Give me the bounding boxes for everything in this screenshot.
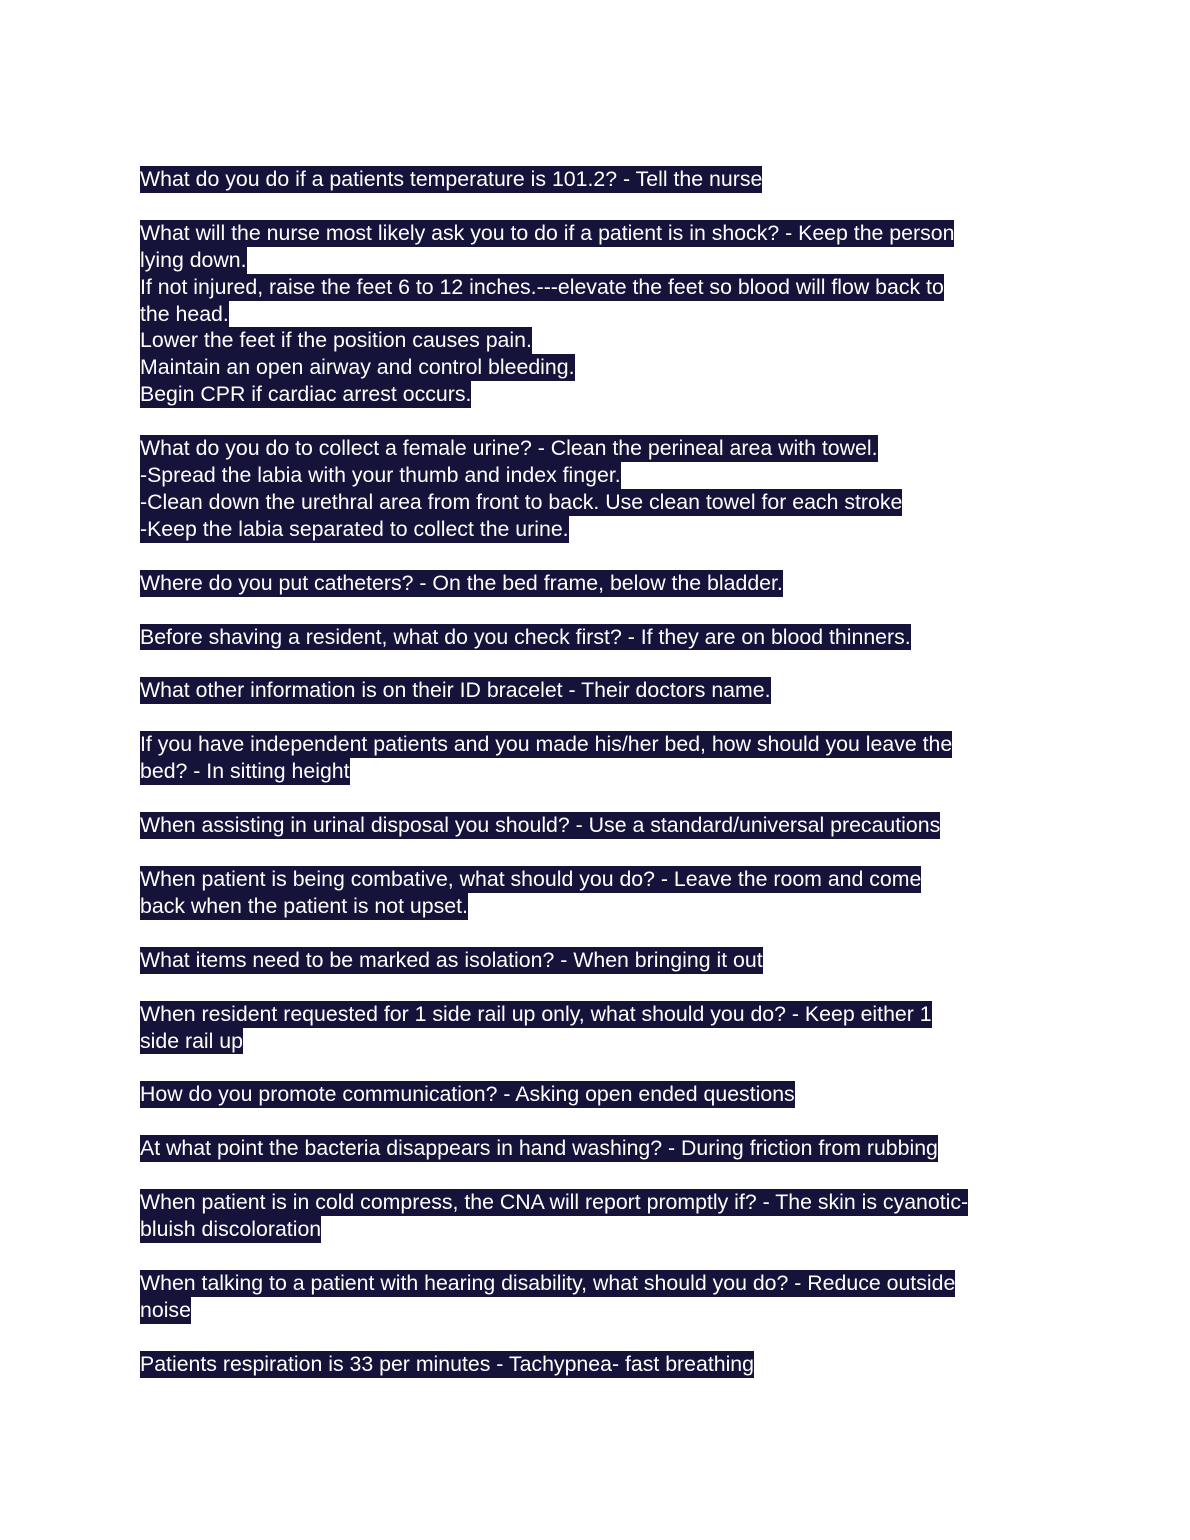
text-line — [140, 758, 1055, 785]
qa-entry — [140, 947, 1055, 974]
text-line — [140, 435, 1055, 462]
text-line — [140, 1270, 1055, 1297]
text-line — [140, 570, 1055, 597]
text-line — [140, 947, 1055, 974]
highlighted-text: Begin CPR if cardiac arrest occurs. — [140, 382, 472, 407]
text-line — [140, 1297, 1055, 1324]
highlighted-text: -Clean down the urethral area from front to back. Use clean towel for each stroke — [140, 489, 903, 514]
highlighted-text: side rail up — [140, 1028, 243, 1053]
highlighted-text: Before shaving a resident, what do you check first? - If they are on blood thinners. — [140, 624, 911, 649]
text-line — [140, 247, 1055, 274]
text-line — [140, 731, 1055, 758]
qa-entry — [140, 1001, 1055, 1055]
text-line — [140, 489, 1055, 516]
highlighted-text: lying down. — [140, 247, 247, 272]
qa-entry — [140, 1081, 1055, 1108]
highlighted-text: the head. — [140, 301, 229, 326]
highlighted-text: At what point the bacteria disappears in hand washing? - During friction from rubbing — [140, 1136, 938, 1161]
highlighted-text: When talking to a patient with hearing disability, what should you do? - Reduce outside — [140, 1271, 956, 1296]
text-line — [140, 1351, 1055, 1378]
text-line — [140, 516, 1055, 543]
qa-entry — [140, 166, 1055, 193]
text-line — [140, 1135, 1055, 1162]
qa-entry — [140, 1189, 1055, 1243]
text-line — [140, 301, 1055, 328]
highlighted-text: What items need to be marked as isolation? - When bringing it out — [140, 947, 763, 972]
highlighted-text: If you have independent patients and you made his/her bed, how should you leave the — [140, 732, 953, 757]
highlighted-text: When assisting in urinal disposal you should? - Use a standard/universal precautions — [140, 813, 941, 838]
highlighted-text: back when the patient is not upset. — [140, 893, 468, 918]
qa-entry — [140, 435, 1055, 543]
text-line — [140, 812, 1055, 839]
highlighted-text: How do you promote communication? - Asking open ended questions — [140, 1082, 795, 1107]
document-body — [140, 166, 1055, 1405]
highlighted-text: -Keep the labia separated to collect the urine. — [140, 516, 569, 541]
qa-entry — [140, 624, 1055, 651]
highlighted-text: -Spread the labia with your thumb and index finger. — [140, 463, 621, 488]
text-line — [140, 893, 1055, 920]
text-line — [140, 1081, 1055, 1108]
highlighted-text: What will the nurse most likely ask you to do if a patient is in shock? - Keep the person — [140, 220, 955, 245]
highlighted-text: When patient is being combative, what should you do? - Leave the room and come — [140, 867, 922, 892]
text-line — [140, 462, 1055, 489]
text-line — [140, 624, 1055, 651]
highlighted-text: Lower the feet if the position causes pain. — [140, 328, 532, 353]
qa-entry — [140, 812, 1055, 839]
text-line — [140, 354, 1055, 381]
highlighted-text: What do you do if a patients temperature is 101.2? - Tell the nurse — [140, 167, 763, 191]
text-line — [140, 381, 1055, 408]
qa-entry — [140, 677, 1055, 704]
text-line — [140, 677, 1055, 704]
highlighted-text: What do you do to collect a female urine? - Clean the perineal area with towel. — [140, 436, 878, 461]
highlighted-text: What other information is on their ID bracelet - Their doctors name. — [140, 678, 771, 703]
highlighted-text: bed? - In sitting height — [140, 759, 350, 784]
qa-entry — [140, 731, 1055, 785]
text-line — [140, 1189, 1055, 1216]
text-line — [140, 1216, 1055, 1243]
highlighted-text: If not injured, raise the feet 6 to 12 inches.---elevate the feet so blood will flow back to — [140, 274, 944, 299]
highlighted-text: bluish discoloration — [140, 1217, 322, 1242]
text-line — [140, 274, 1055, 301]
qa-entry — [140, 1270, 1055, 1324]
text-line — [140, 166, 1055, 193]
highlighted-text: When patient is in cold compress, the CNA will report promptly if? - The skin is cyanotic- — [140, 1190, 969, 1215]
text-line — [140, 1028, 1055, 1055]
text-line — [140, 866, 1055, 893]
highlighted-text: noise — [140, 1297, 191, 1322]
qa-entry — [140, 1351, 1055, 1378]
highlighted-text: Maintain an open airway and control bleeding. — [140, 355, 575, 380]
qa-entry — [140, 570, 1055, 597]
highlighted-text: Where do you put catheters? - On the bed frame, below the bladder. — [140, 570, 783, 595]
text-line — [140, 220, 1055, 247]
qa-entry — [140, 866, 1055, 920]
highlighted-text: Patients respiration is 33 per minutes - Tachypnea- fast breathing — [140, 1351, 755, 1376]
qa-entry — [140, 220, 1055, 408]
highlighted-text: When resident requested for 1 side rail up only, what should you do? - Keep either 1 — [140, 1001, 932, 1026]
text-line — [140, 327, 1055, 354]
text-line — [140, 1001, 1055, 1028]
qa-entry — [140, 1135, 1055, 1162]
